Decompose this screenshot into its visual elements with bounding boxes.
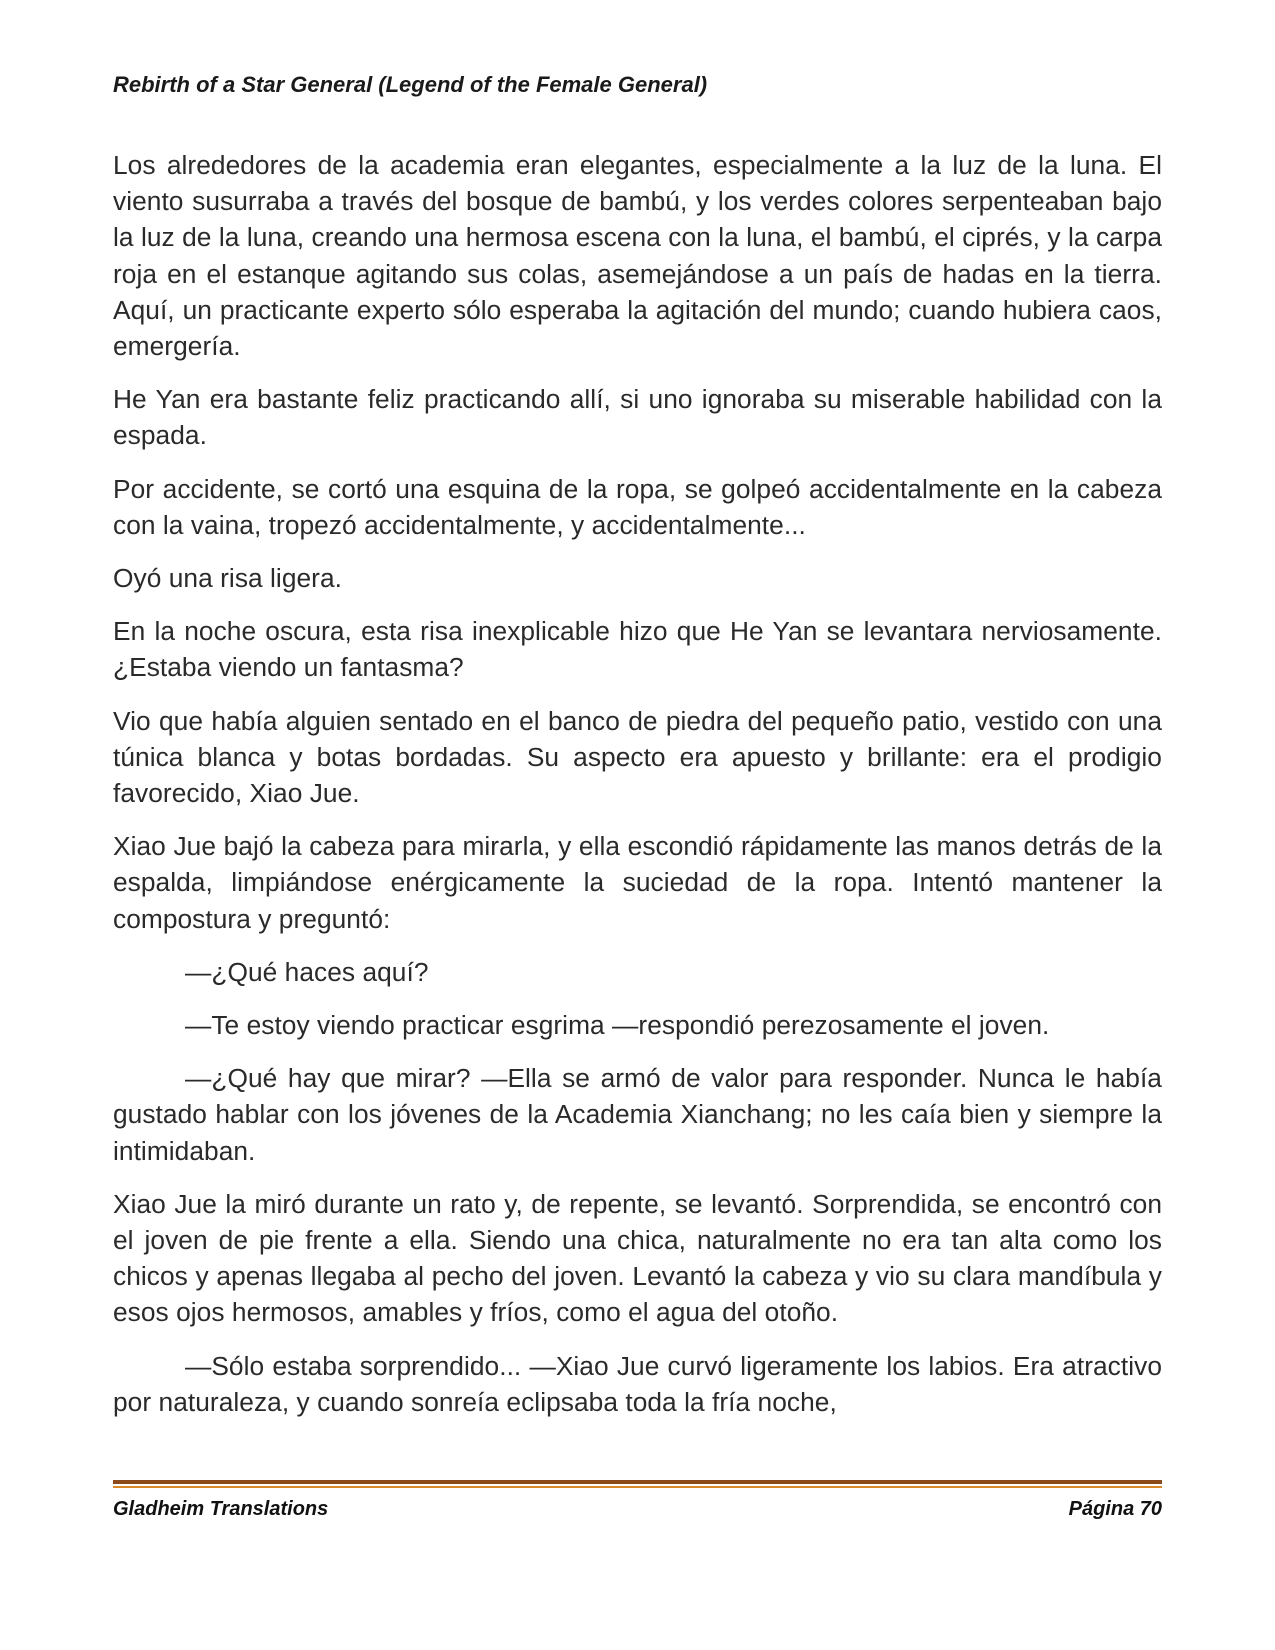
paragraph: Xiao Jue bajó la cabeza para mirarla, y ella escondió rápidamente las manos detrás de la espalda, limpiándose enérgicamente la suciedad de la ropa. Intentó mantener la compostura y preguntó: (113, 831, 1162, 934)
paragraph: En la noche oscura, esta risa inexplicable hizo que He Yan se levantara nerviosamente. ¿Estaba viendo un fantasma? (113, 616, 1162, 683)
document-page (113, 0, 1162, 1650)
paragraph: Vio que había alguien sentado en el banco de piedra del pequeño patio, vestido con una túnica blanca y botas bordadas. Su aspecto era apuesto y brillante: era el prodigio favorecido, Xiao Jue. (113, 705, 1162, 809)
document-body (113, 147, 1162, 1437)
footer-row (113, 1498, 1162, 1521)
dialogue-paragraph: —Sólo estaba sorprendido... —Xiao Jue curvó ligeramente los labios. Era atractivo por naturaleza, y cuando sonreía eclipsaba toda la fría noche, (113, 1350, 1162, 1417)
paragraph: Oyó una risa ligera. (113, 563, 343, 594)
document-header-title: Rebirth of a Star General (Legend of the Female General) (113, 72, 708, 97)
dialogue-paragraph: —¿Qué hay que mirar? —Ella se armó de valor para responder. Nunca le había gustado hablar con los jóvenes de la Academia Xianchang; no les caía bien y siempre la intimidaban. (113, 1063, 1162, 1166)
paragraph: Xiao Jue la miró durante un rato y, de repente, se levantó. Sorprendida, se encontró con el joven de pie frente a ella. Siendo una chica, naturalmente no era tan alta como los chicos y apenas llegaba al pecho del joven. Levantó la cabeza y vio su clara mandíbula y esos ojos hermosos, amables y fríos, como el agua del otoño. (113, 1188, 1162, 1328)
footer-rule-thin (113, 1486, 1162, 1488)
paragraph: Por accidente, se cortó una esquina de la ropa, se golpeó accidentalmente en la cabeza con la vaina, tropezó accidentalmente, y accidentalmente... (113, 473, 1162, 540)
page-footer (113, 1480, 1162, 1521)
dialogue-paragraph: —Te estoy viendo practicar esgrima —respondió perezosamente el joven. (185, 1010, 1050, 1041)
dialogue-paragraph: —¿Qué haces aquí? (185, 956, 429, 987)
paragraph: Los alrededores de la academia eran elegantes, especialmente a la luz de la luna. El viento susurraba a través del bosque de bambú, y los verdes colores serpenteaban bajo la luz de la luna, creando una hermosa escena con la luna, el bambú, el ciprés, y la carpa roja en el estanque agitando sus colas, asemejándose a un país de hadas en la tierra. Aquí, un practicante experto sólo esperaba la agitación del mundo; cuando hubiera caos, emergería. (113, 150, 1162, 362)
footer-page-number: Página 70 (1068, 1498, 1162, 1520)
paragraph: He Yan era bastante feliz practicando allí, si uno ignoraba su miserable habilidad con la espada. (113, 384, 1162, 451)
footer-publisher: Gladheim Translations (113, 1498, 329, 1520)
